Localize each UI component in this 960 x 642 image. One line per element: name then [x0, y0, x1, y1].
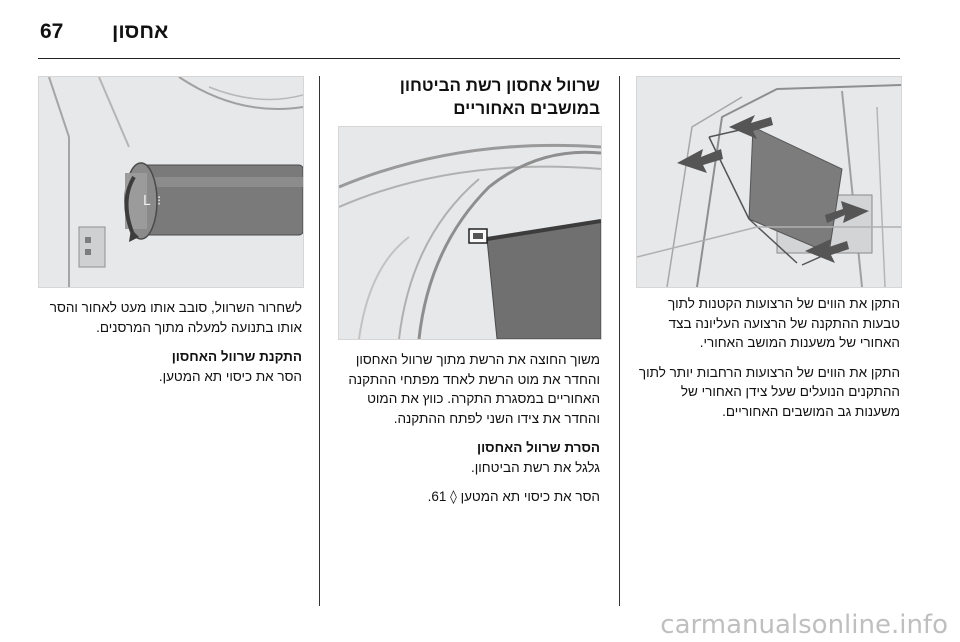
paragraph-remove-cover: הסר את כיסוי תא המטען. [158, 368, 302, 384]
illustration-sleeve-release-drawing [39, 77, 303, 287]
column-divider-left [319, 76, 320, 606]
paragraph-small-straps: התקן את הווים של הרצועות הקטנות לתוך טבעות ההתקנה של הרצועה העליונה בצד האחורי של משענות המושב האחורי. [667, 296, 900, 350]
paragraph-remove-cover-ref [338, 487, 600, 508]
remove-cover-text: הסר את כיסוי תא המטען [460, 489, 600, 504]
middle-column-text [338, 350, 600, 518]
illustration-net-straps-drawing [637, 77, 901, 287]
paragraph-install-net: משוך החוצה את הרשת מתוך שרוול האחסון והחדר את מוט הרשת לאחד מפתחי ההתקנה האחוריים במסגרת התקרה. כווץ את המוט והחדר את צידו השני לפתח ההתקנה. [348, 352, 600, 426]
watermark: carmanualsonline.info [660, 610, 948, 640]
page-reference-number: 61. [427, 489, 447, 504]
illustration-net-installation-drawing [339, 127, 601, 339]
paragraph-wide-straps: התקן את הווים של הרצועות הרחבות יותר לתוך ההתקנים הנועלים שעל צידן האחורי של משענות גב המושבים האחוריים. [638, 364, 900, 419]
heading-install-sleeve: התקנת שרוול האחסון [171, 349, 302, 364]
left-column-text [38, 298, 302, 396]
paragraph-roll-net: גלגל את רשת הביטחון. [471, 459, 600, 475]
illustration-net-straps [636, 76, 902, 288]
lock-icon: ⁝ [157, 194, 162, 209]
illustration-sleeve-release [38, 76, 304, 288]
right-column-text [636, 294, 900, 431]
section-title-storage-sleeve: שרוול אחסון רשת הביטחון במושבים האחוריים [399, 76, 600, 118]
column-divider-right [619, 76, 620, 606]
header-rule [38, 58, 900, 59]
page-reference-icon: ◊ [450, 489, 457, 505]
heading-remove-sleeve: הסרת שרוול האחסון [477, 440, 600, 455]
page-header [38, 18, 900, 48]
page-title: אחסון [112, 20, 169, 43]
illustration-net-installation [338, 126, 602, 340]
paragraph-release-sleeve: לשחרור השרוול, סובב אותו מעט לאחור והסר אותו בתנועה למעלה מתוך המרסנים. [49, 300, 302, 335]
lock-label-text: L [143, 194, 151, 209]
page-number: 67 [40, 20, 64, 43]
